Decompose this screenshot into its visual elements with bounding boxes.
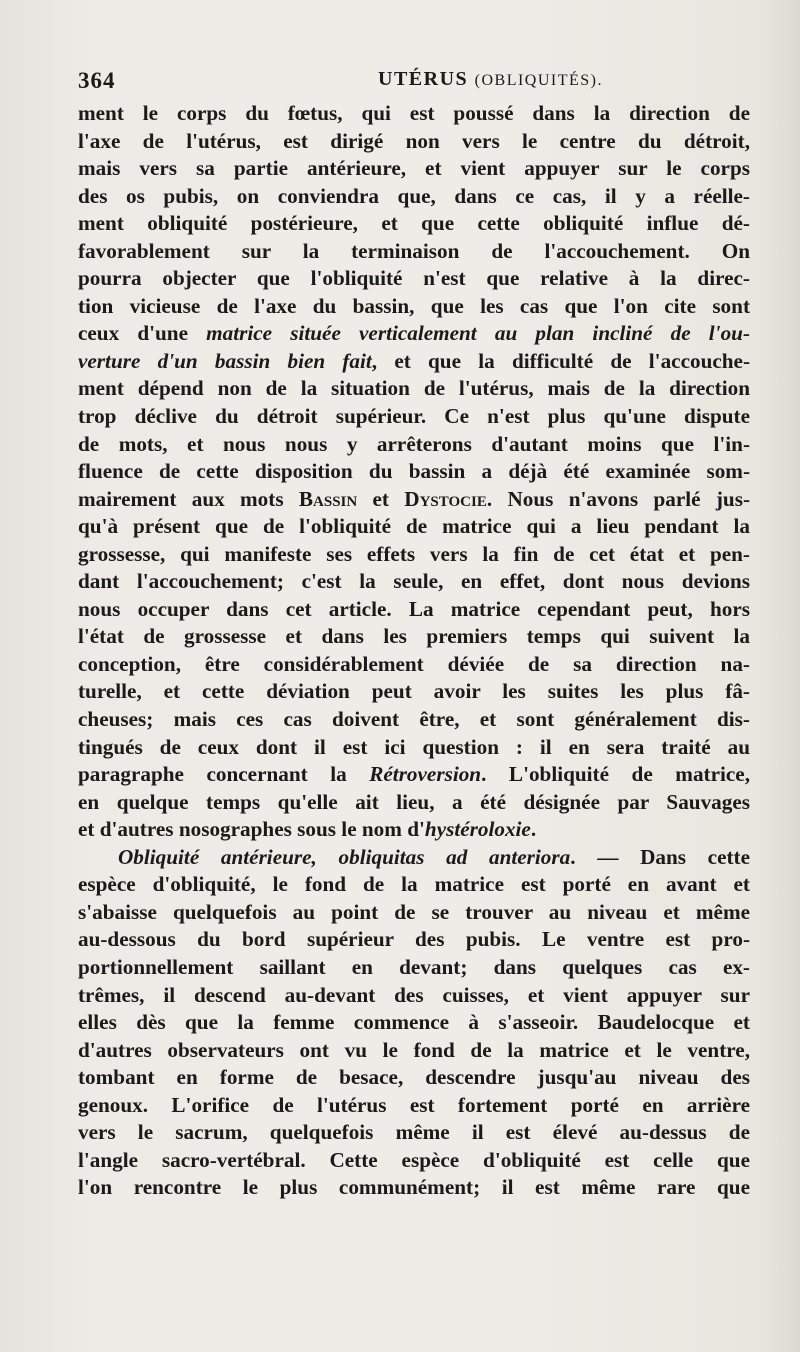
text-line: de mots, et nous nous y arrêterons d'autant moins que l'in- [78,431,750,456]
text-line: trop déclive du détroit supérieur. Ce n'est plus qu'une dispute [78,404,750,429]
text-line: dant l'accouchement; c'est la seule, en effet, dont nous devions [78,569,750,594]
text-line: l'on rencontre le plus communément; il est même rare que [78,1175,750,1200]
text-line: grossesse, qui manifeste ses effets vers la fin de cet état et pen- [78,541,750,566]
running-head-main: UTÉRUS [378,68,469,90]
text-line: nous occuper dans cet article. La matrice cependant peut, hors [78,596,750,621]
text-segment: mairement aux mots [78,486,299,511]
text-line: elles dès que la femme commence à s'asseoir. Baudelocque et [78,1010,750,1035]
text-line: qu'à présent que de l'obliquité de matrice qui a lieu pendant la [78,514,750,539]
text-line: au-dessous du bord supérieur des pubis. Le ventre est pro- [78,927,750,952]
text-segment: . [530,817,537,842]
text-line: s'abaisse quelquefois au point de se trouver au niveau et même [78,899,750,924]
italic-segment: Rétroversion [369,762,482,787]
text-line [78,844,750,872]
page-number: 364 [78,68,116,93]
text-line [78,486,750,514]
italic-segment: hystéroloxie [424,817,531,842]
page-header [78,62,748,98]
text-line [78,348,750,376]
running-head-sub: (OBLIQUITÉS). [474,72,604,89]
text-line: l'angle sacro-vertébral. Cette espèce d'obliquité est celle que [78,1147,750,1172]
text-line: tombant en forme de besace, descendre jusqu'au niveau des [78,1065,750,1090]
text-line: ment obliquité postérieure, et que cette obliquité influe dé- [78,211,750,236]
text-line: cheuses; mais ces cas doivent être, et sont généralement dis- [78,707,750,732]
running-head [378,68,603,91]
text-line: mais vers sa partie antérieure, et vient appuyer sur le corps [78,156,750,181]
text-line: l'état de grossesse et dans les premiers temps qui suivent la [78,624,750,649]
text-line [78,320,750,348]
italic-segment: Obliquité antérieure, obliquitas ad anteriora [118,844,571,869]
text-line: d'autres observateurs ont vu le fond de la matrice et le ventre, [78,1037,750,1062]
text-line: vers le sacrum, quelquefois même il est élevé au-dessus de [78,1120,750,1145]
italic-segment: verture d'un bassin bien fait [78,348,372,373]
text-line: ment dépend non de la situation de l'utérus, mais de la direction [78,376,750,401]
small-caps-segment: Bassin [298,486,358,511]
text-line: pourra objecter que l'obliquité n'est que relative à la direc- [78,266,750,291]
text-line: tion vicieuse de l'axe du bassin, que les cas que l'on cite sont [78,293,750,318]
text-line: turelle, et cette déviation peut avoir les suites les plus fâ- [78,679,750,704]
text-line: espèce d'obliquité, le fond de la matrice est porté en avant et [78,872,750,897]
text-line: en quelque temps qu'elle ait lieu, a été désignée par Sauvages [78,789,750,814]
text-segment: et [357,486,405,511]
text-line: des os pubis, on conviendra que, dans ce cas, il y a réelle- [78,183,750,208]
text-segment: ceux d'une [78,321,207,346]
text-line: tingués de ceux dont il est ici question : il en sera traité au [78,734,750,759]
text-line: ment le corps du fœtus, qui est poussé dans la direction de [78,101,750,125]
text-segment: . L'obliquité de matrice, [481,762,750,787]
text-segment: et d'autres nosographes sous le nom d' [78,817,425,842]
text-line: conception, être considérablement déviée de sa direction na- [78,651,750,676]
body-text [78,100,750,1202]
text-segment: . Nous n'avons parlé jus- [486,486,750,511]
text-line: l'axe de l'utérus, est dirigé non vers le centre du détroit, [78,128,750,153]
text-line: genoux. L'orifice de l'utérus est fortement porté en arrière [78,1092,750,1117]
text-segment: paragraphe concernant la [78,762,370,787]
small-caps-segment: Dystocie [404,486,487,511]
text-line [78,816,750,844]
text-segment: . — Dans cette [570,844,750,869]
text-line: trêmes, il descend au-devant des cuisses, et vient appuyer sur [78,982,750,1007]
text-line: portionnellement saillant en devant; dans quelques cas ex- [78,954,750,979]
italic-segment: matrice située verticalement au plan incliné de l'ou- [206,321,750,346]
text-segment: , et que la difficulté de l'accouche- [371,348,750,373]
text-line [78,761,750,789]
text-line: fluence de cette disposition du bassin a déjà été examinée som- [78,459,750,484]
text-line: favorablement sur la terminaison de l'accouchement. On [78,238,750,263]
